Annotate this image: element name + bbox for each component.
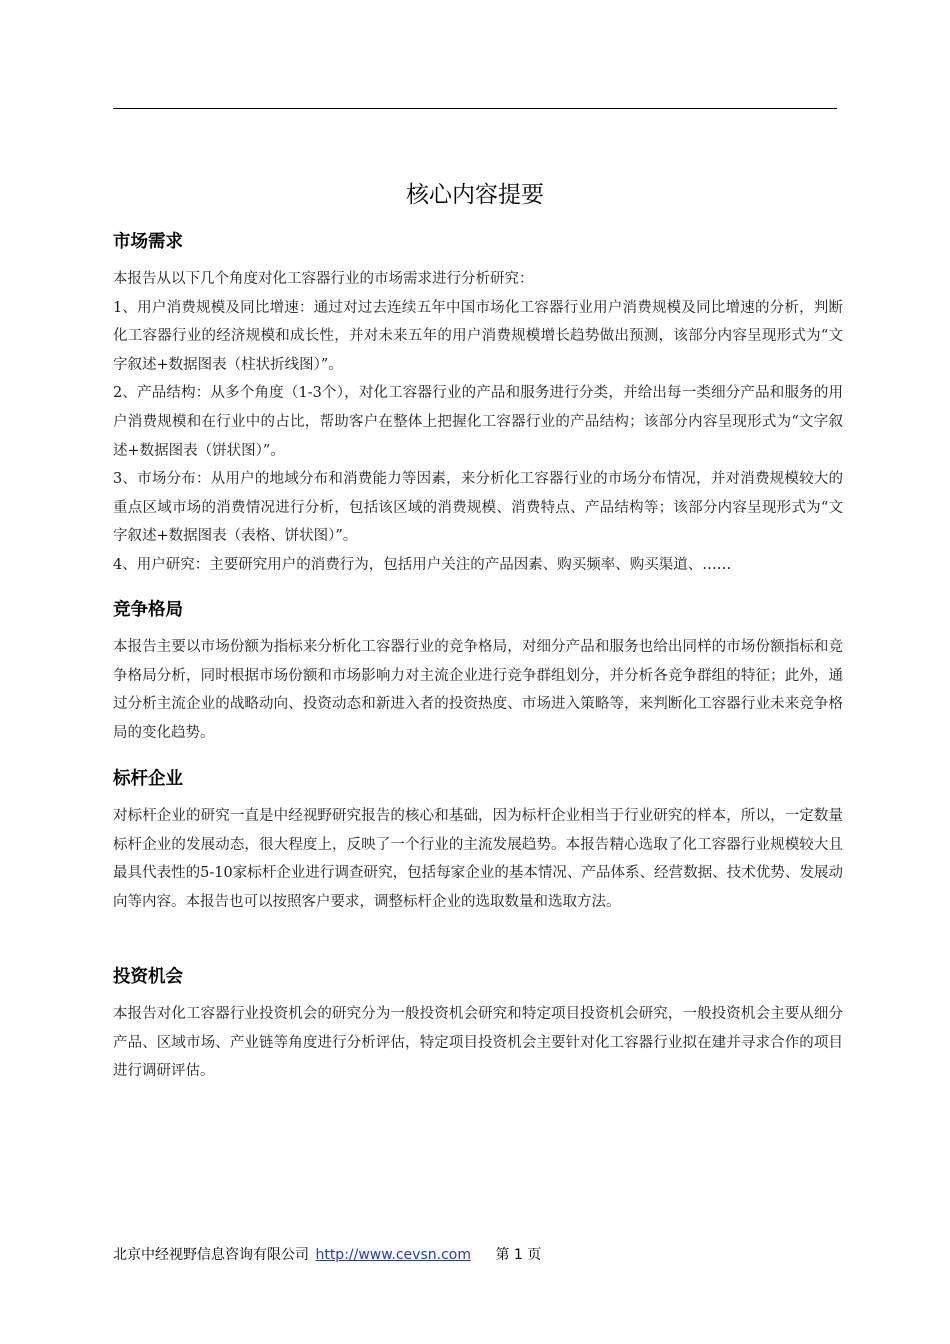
section-heading-competition: 竞争格局: [113, 600, 183, 620]
footer-website-link[interactable]: http://www.cevsn.com: [315, 1247, 471, 1263]
section-investment-opportunities: [113, 965, 843, 1086]
paragraph: 1、用户消费规模及同比增速：通过对过去连续五年中国市场化工容器行业用户消费规模及同比增速的分析，判断化工容器行业的经济规模和成长性，并对未来五年的用户消费规模增长趋势做出预测，该部分内容呈现形式为“文字叙述+数据图表（柱状折线图）”。: [113, 299, 843, 373]
section-heading-benchmark-companies: 标杆企业: [113, 769, 183, 789]
section-heading-investment-opportunities: 投资机会: [113, 967, 183, 987]
paragraph: 对标杆企业的研究一直是中经视野研究报告的核心和基础，因为标杆企业相当于行业研究的样本，所以，一定数量标杆企业的发展动态，很大程度上，反映了一个行业的主流发展趋势。本报告精心选取了化工容器行业规模较大且最具代表性的5-10家标杆企业进行调查研究，包括每家企业的基本情况、产品体系、经营数据、技术优势、发展动向等内容。本报告也可以按照客户要求，调整标杆企业的选取数量和选取方法。: [113, 808, 843, 910]
section-benchmark-companies: [113, 767, 843, 916]
paragraph: 3、市场分布：从用户的地域分布和消费能力等因素，来分析化工容器行业的市场分布情况，并对消费规模较大的重点区域市场的消费情况进行分析，包括该区域的消费规模、消费特点、产品结构等；该部分内容呈现形式为“文字叙述+数据图表（表格、饼状图）”。: [113, 471, 843, 545]
paragraph: 本报告从以下几个角度对化工容器行业的市场需求进行分析研究：: [113, 271, 534, 287]
page-title: 核心内容提要: [406, 182, 544, 208]
paragraph: 本报告主要以市场份额为指标来分析化工容器行业的竞争格局，对细分产品和服务也给出同样的市场份额指标和竞争格局分析，同时根据市场份额和市场影响力对主流企业进行竞争群组划分，并分析各竞争群组的特征；此外，通过分析主流企业的战略动向、投资动态和新进入者的投资热度、市场进入策略等，来判断化工容器行业未来竞争格局的变化趋势。: [113, 639, 843, 741]
footer-company-name: 北京中经视野信息咨询有限公司: [113, 1247, 309, 1263]
paragraph: 4、用户研究：主要研究用户的消费行为，包括用户关注的产品因素、购买频率、购买渠道、……: [113, 556, 732, 573]
section-competition: [113, 598, 843, 747]
page-footer: [113, 1244, 541, 1264]
footer-page-number: 第 1 页: [495, 1247, 542, 1263]
paragraph: 2、产品结构：从多个角度（1-3个），对化工容器行业的产品和服务进行分类，并给出每一类细分产品和服务的用户消费规模和在行业中的占比，帮助客户在整体上把握化工容器行业的产品结构；该部分内容呈现形式为“文字叙述+数据图表（饼状图）”。: [113, 385, 843, 459]
paragraph: 本报告对化工容器行业投资机会的研究分为一般投资机会研究和特定项目投资机会研究，一般投资机会主要从细分产品、区域市场、产业链等角度进行分析评估，特定项目投资机会主要针对化工容器行业拟在建并寻求合作的项目进行调研评估。: [113, 1006, 843, 1080]
section-market-demand: [113, 230, 843, 580]
header-divider: [113, 108, 837, 109]
section-heading-market-demand: 市场需求: [113, 232, 183, 252]
